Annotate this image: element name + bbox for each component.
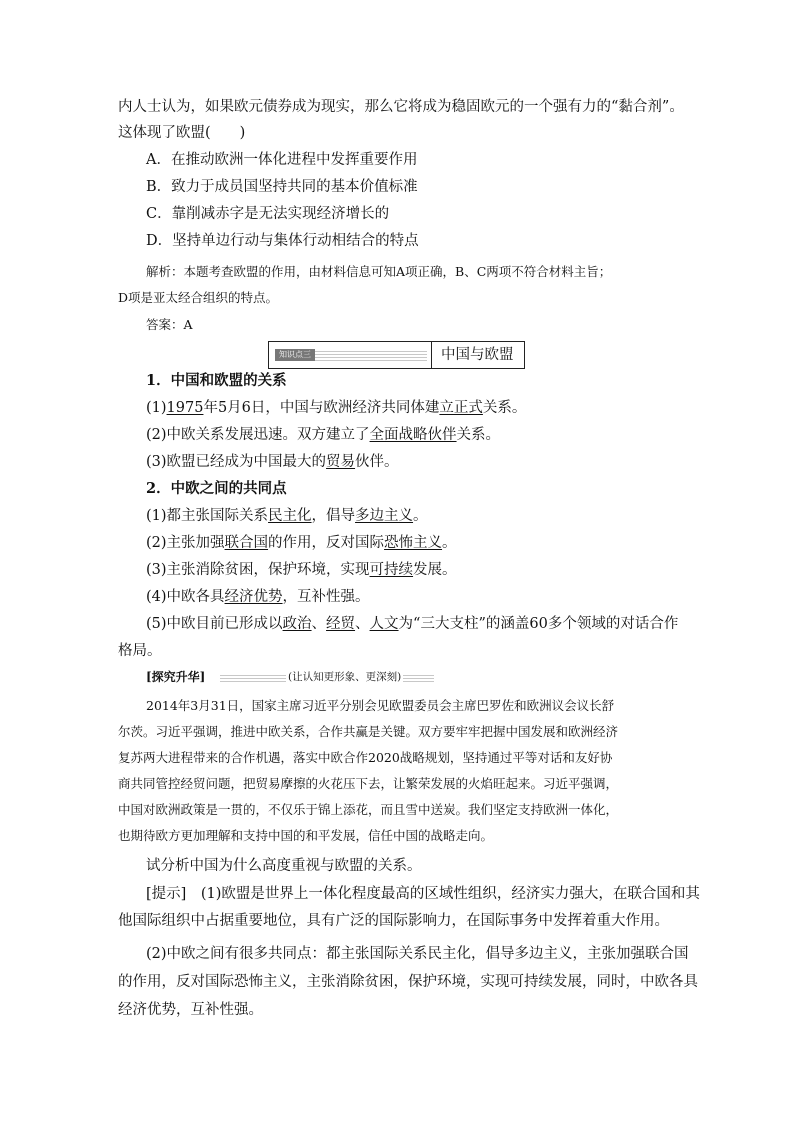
material-line-4: 商共同管控经贸问题，把贸易摩擦的火花压下去，让繁荣发展的火焰旺起来。习近平强调， xyxy=(118,776,619,791)
common-heading: 2．中欧之间的共同点 xyxy=(146,480,287,497)
material-line-5: 中国对欧洲政策是一贯的，不仅乐于锦上添花，而且雪中送炭。我们坚定支持欧洲一体化， xyxy=(118,802,619,817)
common-item-3: (3)主张消除贫困，保护环境，实现可持续发展。 xyxy=(146,562,457,578)
relations-heading: 1．中国和欧盟的关系 xyxy=(146,372,287,389)
relations-item-1: (1)1975年5月6日，中国与欧洲经济共同体建立正式关系。 xyxy=(146,400,527,416)
section-tag: 知识点三 xyxy=(275,349,315,361)
hint-paragraph-1-line-1: [提示] (1)欧盟是世界上一体化程度最高的区域性组织，经济实力强大，在联合国和其 xyxy=(146,886,700,902)
relations-item-3: (3)欧盟已经成为中国最大的贸易伙伴。 xyxy=(146,454,399,470)
analysis-line-1: 解析：本题考查欧盟的作用，由材料信息可知A项正确，B、C两项不符合材料主旨； xyxy=(146,264,612,279)
explore-banner xyxy=(146,670,434,684)
option-d: D．坚持单边行动与集体行动相结合的特点 xyxy=(146,233,419,249)
common-item-2: (2)主张加强联合国的作用，反对国际恐怖主义。 xyxy=(146,535,457,551)
common-item-5: (5)中欧目前已形成以政治、经贸、人文为“三大支柱”的涵盖60多个领域的对话合作 xyxy=(146,616,679,632)
analysis-question: 试分析中国为什么高度重视与欧盟的关系。 xyxy=(146,858,422,874)
analysis-line-2: D项是亚太经合组织的特点。 xyxy=(118,290,279,305)
material-line-6: 也期待欧方更加理解和支持中国的和平发展，信任中国的战略走向。 xyxy=(118,828,494,843)
section-divider xyxy=(431,342,432,368)
hint-paragraph-2-line-1: (2)中欧之间有很多共同点：都主张国际关系民主化，倡导多边主义，主张加强联合国 xyxy=(146,946,689,962)
material-line-3: 复苏两大进程带来的合作机遇，落实中欧合作2020战略规划，坚持通过平等对话和友好协 xyxy=(118,750,613,765)
answer-text: 答案：A xyxy=(146,317,193,332)
hint-paragraph-2-line-2: 的作用，反对国际恐怖主义，主张消除贫困，保护环境，实现可持续发展，同时，中欧各具 xyxy=(118,974,698,990)
hint-paragraph-2-line-3: 经济优势，互补性强。 xyxy=(118,1002,263,1018)
explore-heading: [探究升华] xyxy=(146,670,206,684)
question-stem-line-1: 内人士认为，如果欧元债券成为现实，那么它将成为稳固欧元的一个强有力的“黏合剂”。 xyxy=(118,99,684,115)
material-line-1: 2014年3月31日，国家主席习近平分别会见欧盟委员会主席巴罗佐和欧洲议会议长舒 xyxy=(146,698,615,713)
common-item-4: (4)中欧各具经济优势，互补性强。 xyxy=(146,589,370,605)
option-b: B．致力于成员国坚持共同的基本价值标准 xyxy=(146,179,418,195)
question-stem-line-2: 这体现了欧盟( ) xyxy=(118,125,246,141)
explore-subtitle: (让认知更形象、更深刻) xyxy=(288,671,402,683)
material-line-2: 尔茨。习近平强调，推进中欧关系，合作共赢是关键。双方要牢牢把握中国发展和欧洲经济 xyxy=(118,724,619,739)
section-header-box xyxy=(268,341,525,369)
section-title: 中国与欧盟 xyxy=(441,347,514,363)
option-a: A．在推动欧洲一体化进程中发挥重要作用 xyxy=(146,152,418,168)
option-c: C．靠削减赤字是无法实现经济增长的 xyxy=(146,206,390,222)
relations-item-2: (2)中欧关系发展迅速。双方建立了全面战略伙伴关系。 xyxy=(146,427,501,443)
common-item-5-continued: 格局。 xyxy=(118,643,162,659)
hint-paragraph-1-line-2: 他国际组织中占据重要地位，具有广泛的国际影响力，在国际事务中发挥着重大作用。 xyxy=(118,913,669,929)
common-item-1: (1)都主张国际关系民主化，倡导多边主义。 xyxy=(146,508,428,524)
